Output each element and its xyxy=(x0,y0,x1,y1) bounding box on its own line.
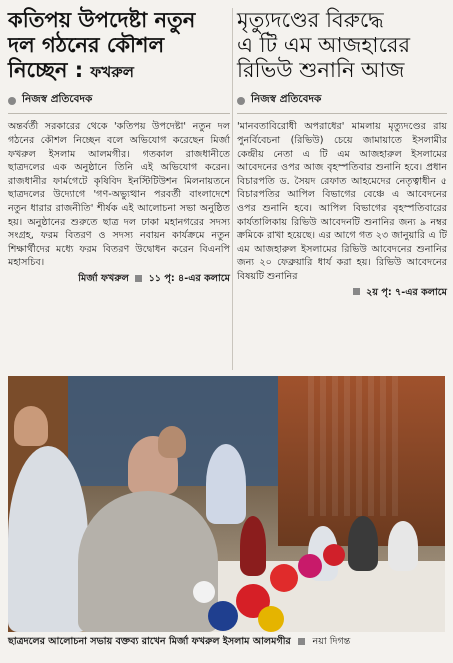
microphone-icon xyxy=(193,581,215,603)
microphone-icon xyxy=(323,544,345,566)
left-headline-line-1: কতিপয় উপদেষ্টা নতুন xyxy=(8,8,196,32)
photo-credit: নয়া দিগন্ত xyxy=(312,636,351,647)
square-bullet-icon xyxy=(353,288,360,295)
photo-person xyxy=(388,521,418,571)
right-byline-divider xyxy=(237,113,447,114)
photo-person xyxy=(14,406,48,446)
right-byline-text: নিজস্ব প্রতিবেদক xyxy=(251,93,322,106)
photo-person xyxy=(206,444,246,524)
left-byline-divider xyxy=(8,113,230,114)
photo-person xyxy=(158,426,186,458)
right-jump-line xyxy=(237,286,447,301)
bullet-icon xyxy=(8,97,16,105)
photo-person xyxy=(240,516,266,576)
photo-wall-pattern xyxy=(308,376,398,516)
right-headline xyxy=(237,8,447,82)
photo-caption xyxy=(8,636,445,648)
left-byline-text: নিজস্ব প্রতিবেদক xyxy=(22,93,93,106)
left-byline xyxy=(8,92,230,109)
right-body: 'মানবতাবিরোধী অপরাধের' মামলায় মৃত্যুদণ্ডের রায় পুনর্বিবেচনা (রিভিউ) চেয়ে জামায়াতে ইসলামীর কেন্দ্রীয় নেতা এ টি এম আজহারুল ইসলামের আবেদনের ওপর আজ বৃহস্পতিবার শুনানি হবে। প্রধান বিচারপতি ড. সৈয়দ রেফাত আহমেদের নেতৃত্বাধীন ৫ বিচারপতির আপিল বিভাগের বেঞ্চে এ আবেদনের ওপর শুনানি হবে। আপিল বিভাগের বৃহস্পতিবারের কার্যতালিকায় রিভিউ আবেদনটি শুনানির জন্য ৯ নম্বর ক্রমিকে রাখা হয়েছে। এর আগে গত ২৩ জানুয়ারি এ টি এম আজহারুল ইসলামের রিভিউ আবেদনের শুনানির জন্য ২০ ফেব্রুয়ারি ধার্য করা হয়। রিভিউ আবেদনের বিষয়টি শুনানির xyxy=(237,121,447,282)
event-photo xyxy=(8,376,445,632)
left-article xyxy=(8,8,230,287)
photo-person xyxy=(348,516,378,571)
right-headline-line-2: এ টি এম আজহারের xyxy=(237,32,411,57)
column-divider xyxy=(232,8,233,370)
left-headline-line-3 xyxy=(8,58,230,83)
left-jump-ref: ১১ পৃ: ৪-এর কলামে xyxy=(148,273,230,284)
photo-person xyxy=(78,491,218,632)
left-headline-line-2: দল গঠনের কৌশল xyxy=(8,32,165,57)
right-headline-line-1: মৃত্যুদণ্ডের বিরুদ্ধে xyxy=(237,8,384,32)
left-headline-line-3-tail: ফখরুল xyxy=(90,62,134,81)
microphone-icon xyxy=(208,601,238,631)
bullet-icon xyxy=(237,97,245,105)
microphone-icon xyxy=(270,564,298,592)
left-headline-line-3-main: নিচ্ছেন : xyxy=(8,57,84,82)
square-bullet-icon xyxy=(298,638,305,645)
right-article xyxy=(237,8,447,301)
photo-person xyxy=(8,446,88,632)
right-headline-line-3: রিভিউ শুনানি আজ xyxy=(237,57,405,82)
left-headline xyxy=(8,8,230,82)
microphone-icon xyxy=(258,606,284,632)
left-body: অন্তর্বর্তী সরকারের থেকে 'কতিপয় উপদেষ্টা' নতুন দল গঠনের কৌশল নিচ্ছেন বলে অভিযোগ করেছেন মির্জা ফখরুল ইসলাম আলমগীর। গতকাল রাজধানীতে ছাত্রদলের এক অনুষ্ঠানে তিনি এই অভিযোগ করেন। রাজধানীর ফার্মগেটে কৃষিবিদ ইনস্টিটিউশন মিলনায়তনে ছাত্রদলের উদ্যোগে 'গণ-অভ্যুত্থান পরবর্তী বাংলাদেশে নতুন ধারার রাজনীতি' শীর্ষক এই আলোচনা সভা অনুষ্ঠিত হয়। অনুষ্ঠানের শুরুতে ছাত্র দল ঢাকা মহানগরের সদস্য সংগ্রহ, ফরম বিতরণ ও সদস্য নবায়ন কার্যক্রমে নতুন শিক্ষার্থীদের মধ্যে ফরম বিতরণ উদ্বোধন করেন বিএনপি মহাসচিব। xyxy=(8,121,230,269)
photo-caption-text: ছাত্রদলের আলোচনা সভায় বক্তব্য রাখেন মির্জা ফখরুল ইসলাম আলমগীর xyxy=(8,636,291,647)
square-bullet-icon xyxy=(135,275,142,282)
right-byline xyxy=(237,92,447,109)
right-jump-ref: ২য় পৃ: ৭-এর কলামে xyxy=(366,286,447,298)
microphone-icon xyxy=(298,554,322,578)
left-jump-line xyxy=(8,272,230,287)
left-jump-name: মির্জা ফখরুল xyxy=(78,273,129,284)
